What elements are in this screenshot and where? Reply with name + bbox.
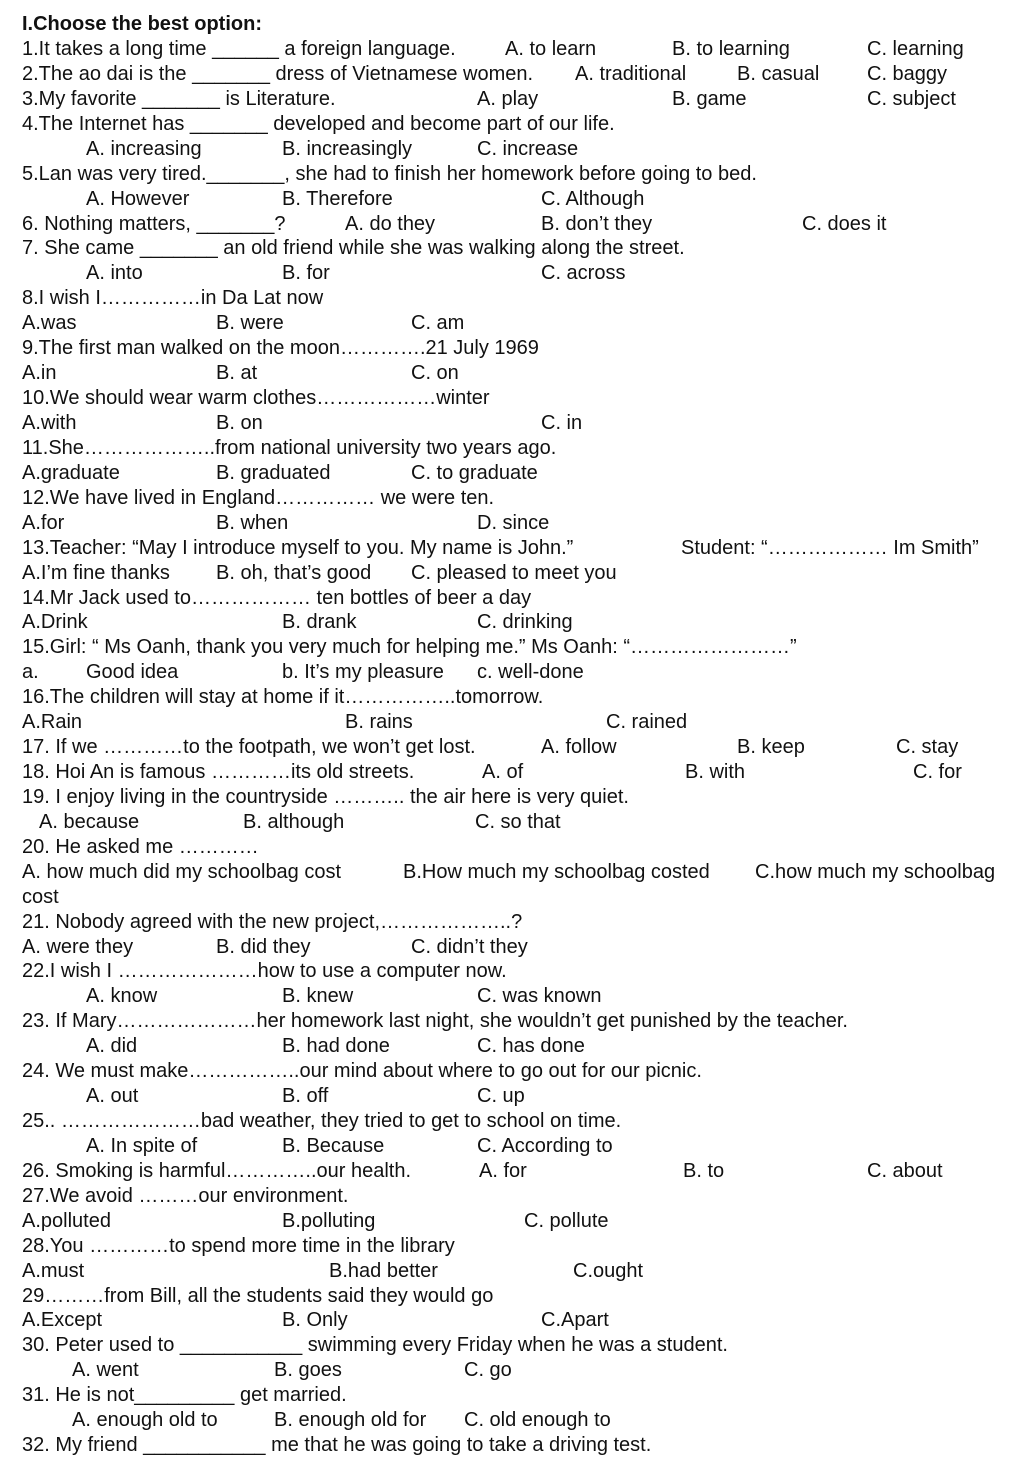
question-text: 20. He asked me ………… — [22, 835, 259, 858]
answer-option: A. to learn — [505, 38, 597, 60]
question-line — [0, 461, 1024, 486]
answer-option: B. on — [216, 411, 263, 434]
question-line — [0, 62, 1024, 87]
question-text: A. went — [72, 1359, 139, 1382]
worksheet-heading — [0, 12, 1024, 37]
answer-option: C.how much my schoolbag — [755, 860, 996, 883]
question-line — [0, 860, 1024, 885]
answer-option: C. to graduate — [411, 461, 538, 484]
question-line — [0, 162, 1024, 187]
question-text: A.for — [22, 511, 65, 534]
question-line — [0, 910, 1024, 935]
question-text: 32. My friend ___________ me that he was going to take a driving test. — [22, 1434, 652, 1457]
question-text: A. because — [39, 810, 140, 833]
question-line — [0, 959, 1024, 984]
answer-option: C. across — [541, 262, 626, 285]
question-line — [0, 486, 1024, 511]
question-line — [0, 112, 1024, 137]
question-text: A.I’m fine thanks — [22, 561, 170, 584]
question-line — [0, 1358, 1024, 1383]
answer-option: B. don’t they — [541, 212, 653, 235]
question-line — [0, 212, 1024, 237]
section-title: I.Choose the best option: — [22, 13, 262, 35]
answer-option: b. It’s my pleasure — [282, 661, 444, 684]
question-line — [0, 660, 1024, 685]
question-line — [0, 1408, 1024, 1433]
answer-option: C. rained — [606, 711, 688, 734]
answer-option: Student: “……………… Im Smith” — [681, 536, 979, 559]
answer-option: C. up — [477, 1085, 525, 1108]
question-text: A.Rain — [22, 711, 83, 734]
question-line — [0, 436, 1024, 461]
question-text: A.Drink — [22, 611, 88, 634]
answer-option: B. increasingly — [282, 137, 413, 160]
answer-option: C. stay — [896, 736, 959, 758]
answer-option: A. play — [477, 87, 539, 110]
question-text: 19. I enjoy living in the countryside ……….. the air here is very quiet. — [22, 785, 629, 808]
answer-option: A. do they — [345, 212, 436, 235]
question-line — [0, 1259, 1024, 1284]
answer-option: Good idea — [86, 661, 179, 684]
question-text: 7. She came _______ an old friend while she was walking along the street. — [22, 237, 685, 260]
question-line — [0, 1184, 1024, 1209]
question-text: 25.. …………………bad weather, they tried to get to school on time. — [22, 1110, 622, 1132]
question-line — [0, 361, 1024, 386]
question-text: 29………from Bill, all the students said they would go — [22, 1284, 494, 1307]
answer-option: C. about — [867, 1159, 943, 1182]
answer-option: C. has done — [477, 1035, 585, 1058]
answer-option: B. game — [672, 87, 747, 110]
answer-option: C. pleased to meet you — [411, 561, 617, 584]
answer-option: B.How much my schoolbag costed — [403, 860, 710, 883]
answer-option: B. Therefore — [282, 187, 393, 210]
question-text: 8.I wish I……………in Da Lat now — [22, 287, 324, 310]
answer-option: C. increase — [477, 137, 579, 160]
question-line — [0, 1059, 1024, 1084]
answer-option: B. when — [216, 511, 289, 534]
question-line — [0, 785, 1024, 810]
question-line — [0, 984, 1024, 1009]
question-text: A.Except — [22, 1309, 103, 1332]
answer-option: A. for — [479, 1159, 527, 1182]
question-line — [0, 635, 1024, 660]
question-line — [0, 835, 1024, 860]
answer-option: B.polluting — [282, 1209, 376, 1232]
question-line — [0, 411, 1024, 436]
question-line — [0, 710, 1024, 735]
question-text: a. — [22, 661, 39, 684]
answer-option: B. although — [243, 810, 345, 833]
question-line — [0, 586, 1024, 611]
question-line — [0, 1109, 1024, 1134]
answer-option: B. to learning — [672, 38, 790, 60]
question-text: A.in — [22, 362, 57, 385]
question-text: 31. He is not_________ get married. — [22, 1384, 347, 1407]
question-line — [0, 1433, 1024, 1458]
answer-option: B. drank — [282, 611, 357, 634]
answer-option: B. keep — [737, 736, 805, 758]
question-line — [0, 885, 1024, 910]
question-text: 26. Smoking is harmful…………..our health. — [22, 1159, 412, 1182]
answer-option: B. graduated — [216, 461, 331, 484]
answer-option: B. goes — [274, 1359, 342, 1382]
question-text: 2.The ao dai is the _______ dress of Vietnamese women. — [22, 62, 534, 85]
answer-option: B. rains — [345, 711, 413, 734]
question-text: A. did — [86, 1035, 138, 1058]
answer-option: C. so that — [475, 810, 561, 833]
answer-option: D. since — [477, 511, 550, 534]
question-line — [0, 536, 1024, 561]
question-line — [0, 1234, 1024, 1259]
question-text: 16.The children will stay at home if it……………..tomorrow. — [22, 686, 544, 709]
question-text: 13.Teacher: “May I introduce myself to you. My name is John.” — [22, 536, 574, 559]
question-line — [0, 137, 1024, 162]
question-text: A. know — [86, 985, 158, 1008]
question-line — [0, 1034, 1024, 1059]
answer-option: C. didn’t they — [411, 935, 528, 958]
question-line — [0, 311, 1024, 336]
question-text: 18. Hoi An is famous …………its old streets. — [22, 761, 415, 783]
question-line — [0, 236, 1024, 261]
question-text: 6. Nothing matters, _______? — [22, 212, 286, 235]
question-text: A.graduate — [22, 461, 120, 484]
question-line — [0, 261, 1024, 286]
question-text: A. increasing — [86, 137, 202, 160]
answer-option: B. Because — [282, 1134, 385, 1157]
answer-option: C.Apart — [541, 1309, 609, 1332]
question-text: 11.She………………..from national university two years ago. — [22, 436, 557, 459]
question-text: A. enough old to — [72, 1409, 218, 1432]
question-line — [0, 760, 1024, 785]
question-text: 9.The first man walked on the moon………….21 July 1969 — [22, 337, 539, 360]
question-line — [0, 1308, 1024, 1333]
answer-option: C. drinking — [477, 611, 573, 634]
question-line — [0, 935, 1024, 960]
question-line — [0, 511, 1024, 536]
question-text: 17. If we …………to the footpath, we won’t get lost. — [22, 736, 476, 758]
answer-option: C. was known — [477, 985, 602, 1008]
question-line — [0, 1209, 1024, 1234]
question-text: 24. We must make……………..our mind about where to go out for our picnic. — [22, 1060, 702, 1083]
answer-option: B. to — [683, 1159, 725, 1182]
question-text: cost — [22, 885, 59, 908]
question-text: 21. Nobody agreed with the new project,………………..? — [22, 910, 523, 933]
answer-option: C. am — [411, 312, 465, 335]
answer-option: c. well-done — [477, 661, 584, 684]
answer-option: C.ought — [573, 1259, 644, 1282]
question-text: 27.We avoid ………our environment. — [22, 1184, 349, 1207]
question-text: A. how much did my schoolbag cost — [22, 860, 342, 883]
answer-option: B.had better — [329, 1259, 438, 1282]
question-text: 3.My favorite _______ is Literature. — [22, 87, 336, 110]
answer-option: C. pollute — [524, 1209, 609, 1232]
question-text: 4.The Internet has _______ developed and become part of our life. — [22, 112, 615, 135]
question-line — [0, 187, 1024, 212]
question-text: 28.You …………to spend more time in the library — [22, 1234, 455, 1257]
question-line — [0, 561, 1024, 586]
answer-option: C. According to — [477, 1134, 613, 1157]
question-text: 1.It takes a long time ______ a foreign language. — [22, 38, 456, 60]
question-text: 15.Girl: “ Ms Oanh, thank you very much for helping me.” Ms Oanh: “……………………” — [22, 636, 797, 659]
answer-option: A. follow — [541, 736, 617, 758]
answer-option: B. were — [216, 312, 284, 335]
question-line — [0, 1084, 1024, 1109]
answer-option: B. did they — [216, 935, 311, 958]
question-text: 5.Lan was very tired._______, she had to finish her homework before going to bed. — [22, 162, 757, 185]
answer-option: C. on — [411, 362, 459, 385]
question-text: A. out — [86, 1085, 139, 1108]
answer-option: C. Although — [541, 187, 645, 210]
answer-option: B. oh, that’s good — [216, 561, 372, 584]
question-line — [0, 386, 1024, 411]
answer-option: B. at — [216, 362, 258, 385]
answer-option: C. does it — [802, 212, 887, 235]
answer-option: C. in — [541, 411, 583, 434]
answer-option: B. with — [685, 761, 746, 783]
question-text: 23. If Mary…………………her homework last night, she wouldn’t get punished by the teacher. — [22, 1010, 848, 1033]
question-text: 14.Mr Jack used to……………… ten bottles of beer a day — [22, 586, 532, 609]
question-line — [0, 1333, 1024, 1358]
answer-option: C. learning — [867, 38, 964, 60]
answer-option: C. for — [913, 761, 962, 783]
question-line — [0, 1134, 1024, 1159]
question-text: A.polluted — [22, 1209, 111, 1232]
question-text: A. In spite of — [86, 1134, 198, 1157]
answer-option: C. go — [464, 1359, 512, 1382]
question-line — [0, 1009, 1024, 1034]
question-line — [0, 336, 1024, 361]
answer-option: B. enough old for — [274, 1409, 427, 1432]
question-line — [0, 685, 1024, 710]
answer-option: C. old enough to — [464, 1409, 611, 1432]
answer-option: B. casual — [737, 62, 820, 85]
answer-option: B. had done — [282, 1035, 390, 1058]
question-text: 10.We should wear warm clothes………………winter — [22, 387, 490, 409]
question-text: A. were they — [22, 935, 134, 958]
question-text: 30. Peter used to ___________ swimming every Friday when he was a student. — [22, 1334, 728, 1357]
answer-option: B. off — [282, 1085, 329, 1108]
question-line — [0, 87, 1024, 112]
question-line — [0, 1159, 1024, 1184]
question-text: A.must — [22, 1259, 85, 1282]
question-line — [0, 810, 1024, 835]
answer-option: B. knew — [282, 985, 354, 1008]
question-text: A.was — [22, 312, 77, 335]
answer-option: B. for — [282, 262, 330, 285]
answer-option: A. traditional — [575, 62, 687, 85]
question-line — [0, 1383, 1024, 1408]
question-text: 22.I wish I …………………how to use a computer now. — [22, 960, 507, 983]
answer-option: C. subject — [867, 87, 956, 110]
answer-option: B. Only — [282, 1309, 348, 1332]
question-text: A. into — [86, 262, 143, 285]
question-line — [0, 286, 1024, 311]
question-text: A.with — [22, 411, 77, 434]
question-line — [0, 610, 1024, 635]
answer-option: A. of — [482, 761, 524, 783]
question-line — [0, 1284, 1024, 1309]
question-text: A. However — [86, 187, 190, 210]
question-line — [0, 37, 1024, 62]
question-text: 12.We have lived in England…………… we were ten. — [22, 486, 495, 509]
question-line — [0, 735, 1024, 760]
answer-option: C. baggy — [867, 62, 948, 85]
